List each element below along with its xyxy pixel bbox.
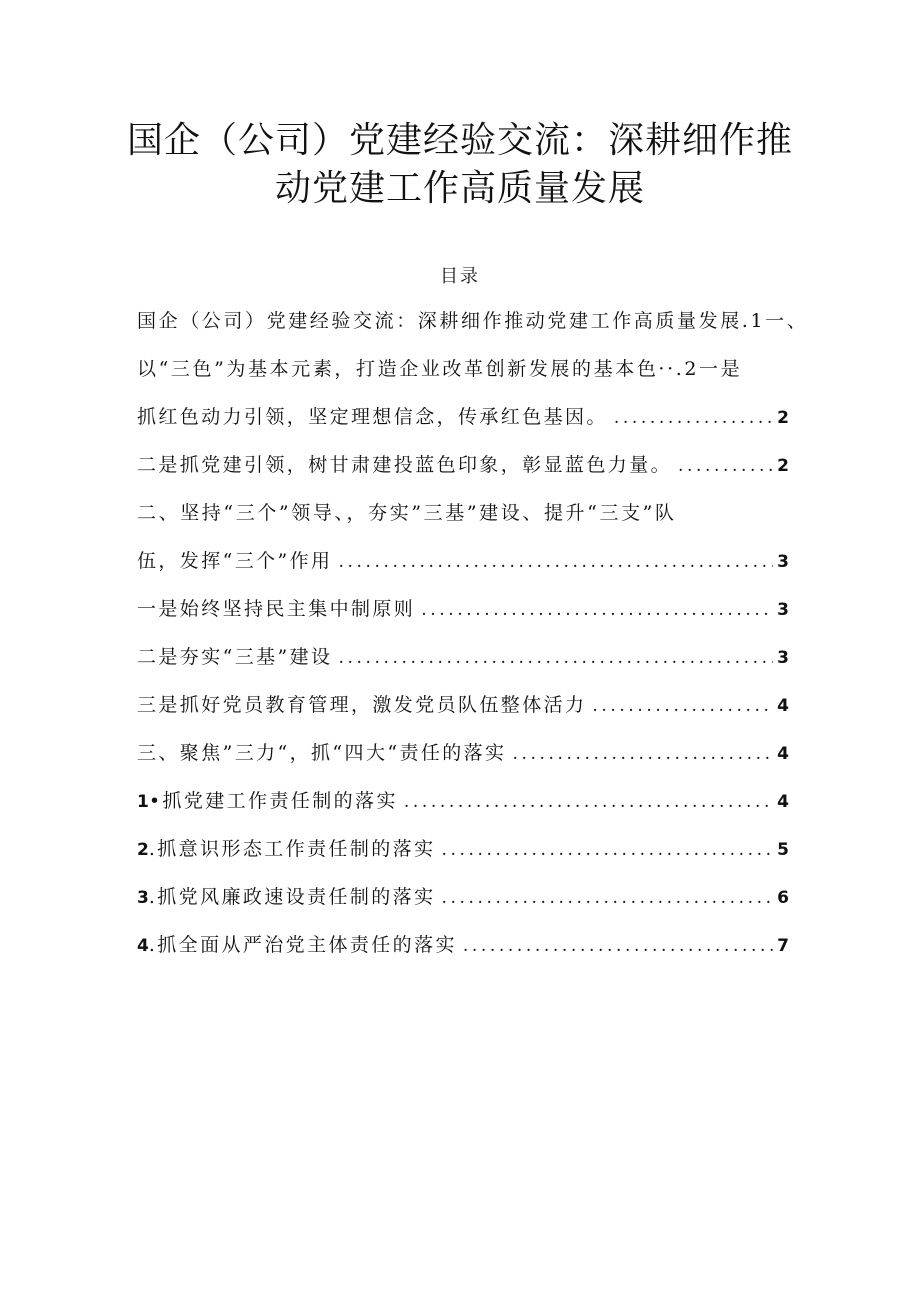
toc-entry[interactable] xyxy=(137,498,789,530)
toc-entry-text: 国企（公司）党建经验交流：深耕细作推动党建工作高质量发展.1一、 xyxy=(137,310,809,332)
toc-page-number: 5 xyxy=(777,840,789,860)
toc-entry-number: 3 xyxy=(137,888,149,908)
toc-page-number: 2 xyxy=(777,408,789,428)
toc-entry-number: 1 xyxy=(137,792,149,812)
toc-entry-text: •抓党建工作责任制的落实 xyxy=(148,790,398,812)
document-title-line-2: 动党建工作高质量发展 xyxy=(274,168,645,209)
toc-entry[interactable] xyxy=(137,354,789,386)
toc-page-number: 3 xyxy=(777,648,789,668)
toc-entry-text: .抓意识形态工作责任制的落实 xyxy=(148,838,436,860)
toc-entry[interactable] xyxy=(137,546,789,578)
toc-leader-dots xyxy=(512,744,773,764)
toc-entry-text: 三是抓好党员教育管理，激发党员队伍整体活力 xyxy=(137,694,587,716)
toc-leader-dots xyxy=(338,552,773,572)
toc-entry[interactable] xyxy=(137,738,789,770)
toc-entry-number: 4 xyxy=(137,936,149,956)
toc-page-number: 7 xyxy=(777,936,789,956)
toc-entry[interactable] xyxy=(137,930,789,962)
toc-leader-dots xyxy=(614,408,773,428)
toc-entry-text: 二是夯实“三基”建设 xyxy=(137,646,333,668)
toc-page-number: 4 xyxy=(777,744,789,764)
toc-entry-text: 三、聚焦”三力“，抓“四大“责任的落实 xyxy=(137,742,507,764)
toc-leader-dots xyxy=(441,888,773,908)
toc-entry[interactable] xyxy=(137,402,789,434)
toc-entry[interactable] xyxy=(137,882,789,914)
toc-entry-text: 二、坚持“三个”领导、，夯实”三基”建设、提升“三支”队 xyxy=(137,502,677,524)
toc-leader-dots xyxy=(338,648,773,668)
document-title-line-1: 国企（公司）党建经验交流：深耕细作推 xyxy=(126,120,793,161)
toc-entry[interactable] xyxy=(137,834,789,866)
toc-page-number: 4 xyxy=(777,696,789,716)
toc-entry[interactable] xyxy=(137,642,789,674)
toc-entry-number: 2 xyxy=(137,840,149,860)
toc-page-number: 4 xyxy=(777,792,789,812)
toc-page-number: 6 xyxy=(777,888,789,908)
toc-page-number: 2 xyxy=(777,456,789,476)
toc-entry-text: 伍，发挥“三个”作用 xyxy=(137,550,333,572)
toc-heading: 目录 xyxy=(440,266,480,287)
toc-entry[interactable] xyxy=(137,594,789,626)
toc-page-number: 3 xyxy=(777,552,789,572)
toc-entry-text: .抓党风廉政速设责任制的落实 xyxy=(148,886,436,908)
toc-entry[interactable] xyxy=(137,690,789,722)
toc-leader-dots xyxy=(441,840,773,860)
toc-entry[interactable] xyxy=(137,450,789,482)
toc-entry-text: 抓红色动力引领，坚定理想信念，传承红色基因。 xyxy=(137,406,608,428)
toc-entry-text: 以“三色”为基本元素，打造企业改革创新发展的基本色··.2一是 xyxy=(137,358,743,380)
toc-leader-dots xyxy=(404,792,773,812)
toc-entry-text: 二是抓党建引领，树甘肃建投蓝色印象，彰显蓝色力量。 xyxy=(137,454,673,476)
toc-leader-dots xyxy=(592,696,773,716)
toc-page-number: 3 xyxy=(777,600,789,620)
toc-leader-dots xyxy=(421,600,773,620)
toc-entry[interactable] xyxy=(137,306,809,338)
toc-leader-dots xyxy=(463,936,773,956)
toc-leader-dots xyxy=(678,456,773,476)
toc-entry-text: 一是始终坚持民主集中制原则 xyxy=(137,598,416,620)
toc-entry-text: .抓全面从严治党主体责任的落实 xyxy=(148,934,457,956)
toc-entry[interactable] xyxy=(137,786,789,818)
